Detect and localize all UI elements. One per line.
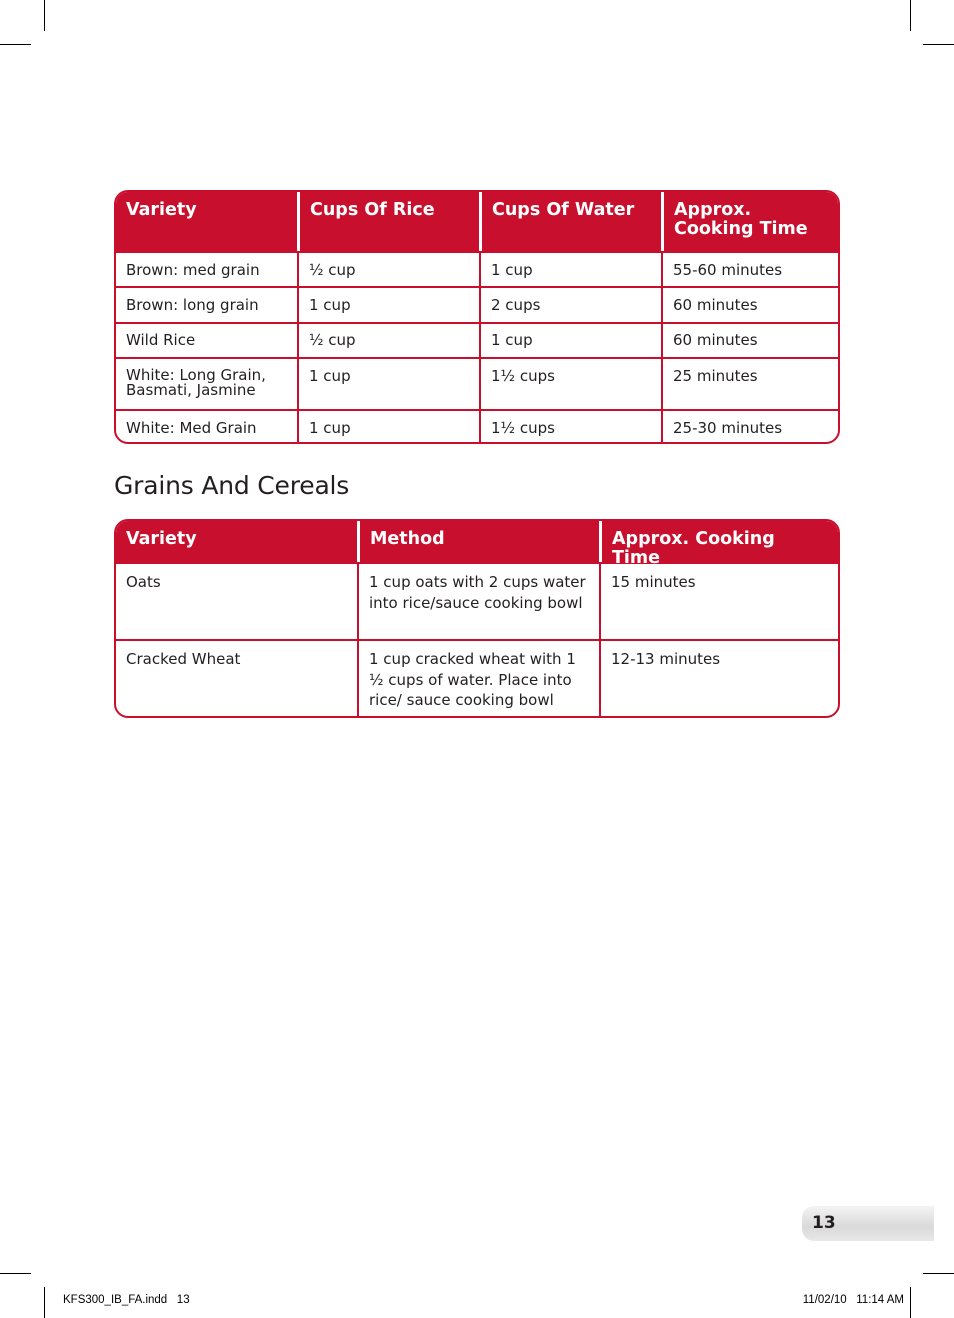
crop-mark	[910, 1287, 911, 1318]
cell-cups-of-rice: 1 cup	[297, 288, 479, 322]
rice-cooking-table	[114, 190, 840, 444]
cell-cups-of-rice: ½ cup	[297, 253, 479, 286]
table-row	[116, 357, 838, 409]
cell-variety: Brown: long grain	[126, 296, 259, 314]
cell-variety: White: Med Grain	[126, 419, 257, 437]
grains-cooking-table	[114, 519, 840, 718]
cell-cups-of-rice: ½ cup	[297, 324, 479, 357]
cell-cooking-time: 25 minutes	[661, 359, 838, 409]
table-row	[116, 251, 838, 286]
table-row	[116, 409, 838, 442]
cell-cooking-time: 60 minutes	[661, 288, 838, 322]
cell-cups-of-rice: 1 cup	[297, 411, 479, 442]
table-row	[116, 286, 838, 322]
header-cooking-time: Approx. Cooking Time	[661, 192, 838, 251]
header-variety: Variety	[126, 529, 197, 549]
crop-mark	[44, 1287, 45, 1318]
cell-method: 1 cup oats with 2 cups water into rice/sauce cooking bowl	[357, 564, 599, 639]
crop-mark	[910, 0, 911, 31]
cell-variety: Wild Rice	[126, 331, 196, 349]
cell-cooking-time: 12-13 minutes	[599, 641, 838, 716]
crop-mark	[923, 44, 954, 45]
cell-cooking-time: 25-30 minutes	[661, 411, 838, 442]
cell-cups-of-water: 2 cups	[479, 288, 661, 322]
cell-cups-of-water: 1½ cups	[479, 359, 661, 409]
cell-variety: Cracked Wheat	[126, 650, 241, 668]
cell-cups-of-rice: 1 cup	[297, 359, 479, 409]
table-row	[116, 322, 838, 357]
crop-mark	[44, 0, 45, 31]
date-slug: 11/02/10 11:14 AM	[802, 1294, 904, 1306]
header-variety: Variety	[126, 200, 197, 220]
header-cups-of-water: Cups Of Water	[479, 192, 661, 251]
cell-cups-of-water: 1½ cups	[479, 411, 661, 442]
cell-cups-of-water: 1 cup	[479, 253, 661, 286]
cell-variety: Brown: med grain	[126, 261, 260, 279]
table-row	[116, 639, 838, 716]
cell-variety: White: Long Grain, Basmati, Jasmine	[126, 366, 266, 399]
header-cups-of-rice: Cups Of Rice	[297, 192, 479, 251]
cell-cooking-time: 55-60 minutes	[661, 253, 838, 286]
cell-cups-of-water: 1 cup	[479, 324, 661, 357]
crop-mark	[0, 1273, 31, 1274]
table-header-row	[116, 192, 838, 251]
header-cooking-time: Approx. Cooking Time	[599, 521, 838, 562]
cell-variety: Oats	[126, 573, 161, 591]
page-number: 13	[802, 1206, 934, 1241]
table-row	[116, 562, 838, 639]
file-slug: KFS300_IB_FA.indd 13	[63, 1294, 190, 1306]
cell-method: 1 cup cracked wheat with 1 ½ cups of water. Place into rice/ sauce cooking bowl	[357, 641, 599, 716]
cell-cooking-time: 60 minutes	[661, 324, 838, 357]
crop-mark	[0, 44, 31, 45]
crop-mark	[923, 1273, 954, 1274]
section-title: Grains And Cereals	[114, 471, 350, 500]
table-header-row	[116, 521, 838, 568]
cell-cooking-time: 15 minutes	[599, 564, 838, 639]
header-method: Method	[357, 521, 599, 562]
